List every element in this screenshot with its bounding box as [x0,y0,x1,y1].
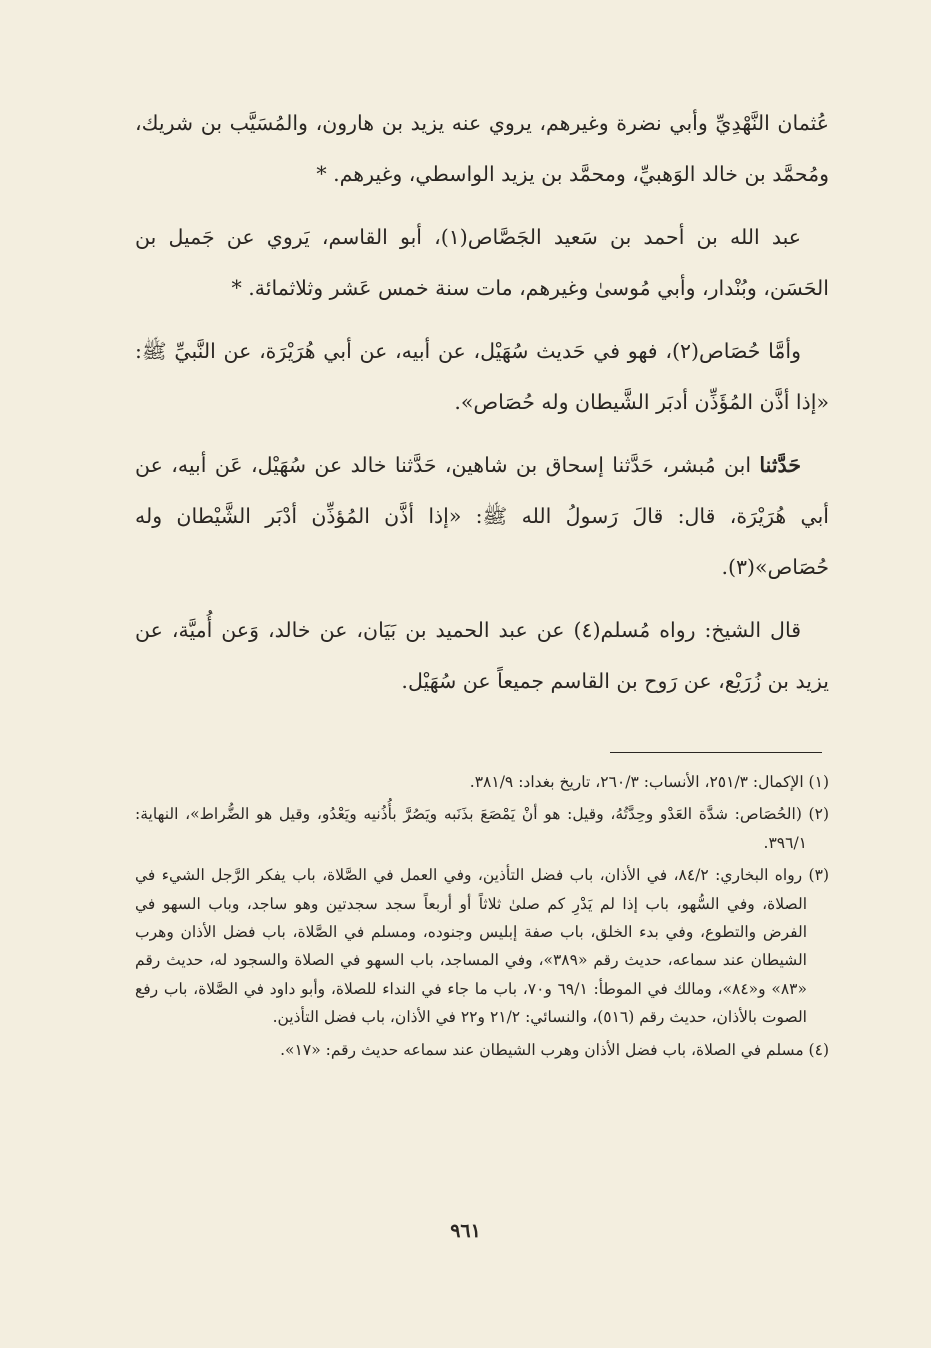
paragraph-3: وأمَّا حُصَاص(٢)، فهو في حَديث سُهَيْل، عن أبيه، عن أبي هُرَيْرَة، عن النَّبيِّ ﷺ: «إذا أذَّن المُؤَذِّن أدبَر الشَّيطان وله حُصَاص». [135,339,829,414]
footnote-1: (١) الإكمال: ٢٥١/٣، الأنساب: ٢٦٠/٣، تاريخ بغداد: ٣٨١/٩. [469,773,829,791]
footnote-4: (٤) مسلم في الصلاة، باب فضل الأذان وهرب الشيطان عند سماعه حديث رقم: «١٧». [280,1040,829,1059]
footnotes [135,768,829,1068]
footnote-2: (٢) (الحُصَاص: شدَّة العَدْو وحِدَّتُهُ، وقيل: هو أنْ يَمْصَعَ بذَنَبه ويَصُرَّ بأُذُنيه ويَعْدُو، وقيل هو الضُّراط»، النهاية: ٣٩٦/١. [135,805,829,852]
paragraph-4 [135,440,829,593]
paragraph-4-text: ابن مُبشر، حَدَّثنا إسحاق بن شاهين، حَدَّثنا خالد عن سُهَيْل، عَن أبيه، عن أبي هُرَيْرَة، قال: قالَ رَسولُ الله ﷺ: «إذا أذَّن المُؤذِّن أدْبَر الشَّيْطان وله حُصَاص»(٣). [135,453,829,579]
paragraph-2: عبد الله بن أحمد بن سَعيد الجَصَّاص(١)، أبو القاسم، يَروي عن جَميل بن الحَسَن، وبُنْدار، وأبي مُوسىٰ وغيرهم، مات سنة خمس عَشر وثلاثمائة. * [135,225,829,300]
page-number: ٩٦١ [450,1220,481,1242]
paragraph-1: عُثمان النَّهْدِيِّ وأبي نضرة وغيرهم، يروي عنه يزيد بن هارون، والمُسَيَّب بن شريك، ومُحمَّد بن خالد الوَهبيِّ، ومحمَّد بن يزيد الواسطي، وغيرهم. * [135,111,829,186]
footnote-3: (٣) رواه البخاري: ٨٤/٢، في الأذان، باب فضل التأذين، وفي العمل في الصَّلاة، باب يفكر الرَّجل الشيء في الصلاة، وفي السُّهو، باب إذا لم يَدْرِ كم صلىٰ ثلاثاً أو أربعاً سجد سجدتين وهو ساجد، وباب السهو في الفرض والتطوع، وفي بدء الخلق، باب صفة إبليس وجنوده، ومسلم في الصَّلاة، باب فضل الأذان وهرب الشيطان عند سماعه، حديث رقم «٣٨٩»، وفي المساجد، باب السهو في الصلاة والسجود له، حديث رقم «٨٣» و«٨٤»، ومالك في الموطأ: ٦٩/١ و٧٠، باب ما جاء في النداء للصلاة، وأبو داود في الصَّلاة، باب رفع الصوت بالأذان، حديث رقم (٥١٦)، والنسائي: ٢١/٢ و٢٢ في الأذان، باب فضل التأذين. [135,866,829,1027]
paragraph-5: قال الشيخ: رواه مُسلم(٤) عن عبد الحميد بن بَيَان، عن خالد، وَعن أُميَّة، عن يزيد بن زُرَيْع، عن رَوح بن القاسم جميعاً عن سُهَيْل. [135,618,829,693]
footnote-separator [610,752,822,753]
paragraph-4-lead: حَدَّثنا [759,453,801,477]
main-text [135,98,829,719]
